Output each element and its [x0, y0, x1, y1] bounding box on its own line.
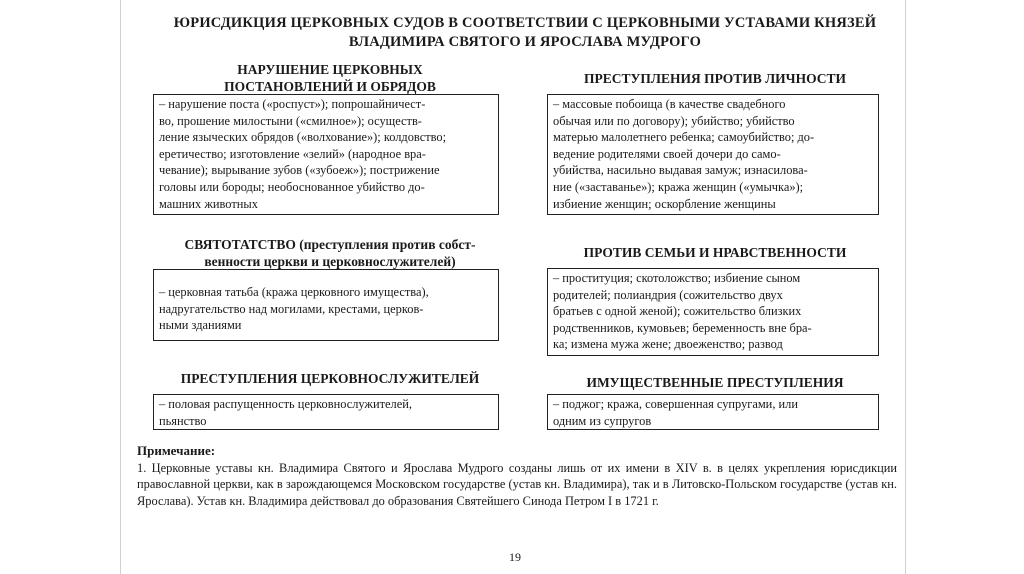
box-line: – половая распущенность церковнослужителей, [159, 397, 412, 411]
box-line: ние («заставанье»); кража женщин («умычка»); [553, 179, 804, 194]
church-rules-heading [150, 61, 510, 95]
box-line: – массовые побоища (в качестве свадебного [553, 97, 786, 111]
church-rules-heading-line-2: ПОСТАНОВЛЕНИЙ И ОБРЯДОВ [224, 79, 436, 94]
box-line: – поджог; кража, совершенная супругами, или [553, 397, 798, 411]
page-left-edge [120, 0, 121, 574]
personal-crimes-box [547, 94, 879, 215]
box-line: ление языческих обрядов («волхование»); колдовство; [159, 130, 447, 145]
property-crimes-box [547, 394, 879, 430]
box-line: – церковная татьба (кража церковного имущества), [159, 285, 429, 299]
clergy-crimes-heading: ПРЕСТУПЛЕНИЯ ЦЕРКОВНОСЛУЖИТЕЛЕЙ [180, 371, 480, 386]
box-line: убийства, насильно выдавая замуж; изнасилова- [553, 163, 808, 178]
page-number: 19 [509, 550, 521, 564]
note-title: Примечание: [137, 443, 216, 458]
clergy-crimes-box [153, 394, 499, 430]
box-line: избиение женщин; оскорбление женщины [553, 196, 776, 211]
box-line: пьянство [159, 413, 207, 428]
box-line: родителей; полиандрия (сожительство двух [553, 287, 783, 302]
title-line-1: ЮРИСДИКЦИЯ ЦЕРКОВНЫХ СУДОВ В СООТВЕТСТВИИ С ЦЕРКОВНЫМИ УСТАВАМИ КНЯЗЕЙ [173, 15, 877, 31]
box-line: родственников, кумовьев; беременность вне бра- [553, 320, 812, 335]
sacrilege-box [153, 269, 499, 341]
document-title [140, 14, 910, 52]
sacrilege-heading [150, 236, 510, 270]
box-line: во, прошение милостыни («смилное»); осуществ- [159, 113, 422, 128]
family-morality-heading: ПРОТИВ СЕМЬИ И НРАВСТВЕННОСТИ [583, 245, 847, 260]
box-line: обычая или по договору); убийство; убийство [553, 113, 795, 128]
personal-crimes-heading: ПРЕСТУПЛЕНИЯ ПРОТИВ ЛИЧНОСТИ [583, 71, 847, 86]
box-line: одним из супругов [553, 413, 652, 428]
box-line: братьев с одной женой); сожительство близких [553, 304, 802, 319]
box-line: машних животных [159, 196, 258, 211]
box-line: надругательство над могилами, крестами, церков- [159, 301, 424, 316]
church-rules-box [153, 94, 499, 215]
box-line: – нарушение поста («роспуст»); попрошайничест- [159, 97, 426, 111]
box-line: ведение родителями своей дочери до само- [553, 146, 781, 161]
box-line: еретичество; изготовление «зелий» (народное вра- [159, 146, 426, 161]
note-text: 1. Церковные уставы кн. Владимира Святого и Ярослава Мудрого созданы лишь от их имени в XIV в. в целях укрепления юрисдикции православной церкви, как в зарождающемся Московском государстве (устав кн. Владимира), так и в Литовско-Польском государстве (устав кн. Ярослава). Устав кн. Владимира действовал до образования Святейшего Синода Петром I в 1721 г. [137, 461, 897, 508]
box-line: ными зданиями [159, 318, 242, 333]
box-line: чевание); вырывание зубов («зубоеж»); пострижение [159, 163, 440, 178]
box-line: ка; измена мужа жене; двоеженство; развод [553, 337, 783, 352]
property-crimes-heading: ИМУЩЕСТВЕННЫЕ ПРЕСТУПЛЕНИЯ [586, 375, 844, 390]
family-morality-box [547, 268, 879, 356]
page-right-edge [905, 0, 906, 574]
box-line: матерью малолетнего ребенка; самоубийство; до- [553, 130, 815, 145]
church-rules-heading-line-1: НАРУШЕНИЕ ЦЕРКОВНЫХ [237, 62, 423, 77]
sacrilege-heading-line-1: СВЯТОТАТСТВО (преступления против собст- [184, 237, 476, 252]
box-line: – проституция; скотоложство; избиение сыном [553, 271, 801, 285]
title-line-2: ВЛАДИМИРА СВЯТОГО И ЯРОСЛАВА МУДРОГО [348, 34, 702, 50]
sacrilege-heading-line-2: венности церкви и церковнослужителей) [204, 254, 456, 269]
box-line: головы или бороды; необоснованное убийство до- [159, 179, 425, 194]
